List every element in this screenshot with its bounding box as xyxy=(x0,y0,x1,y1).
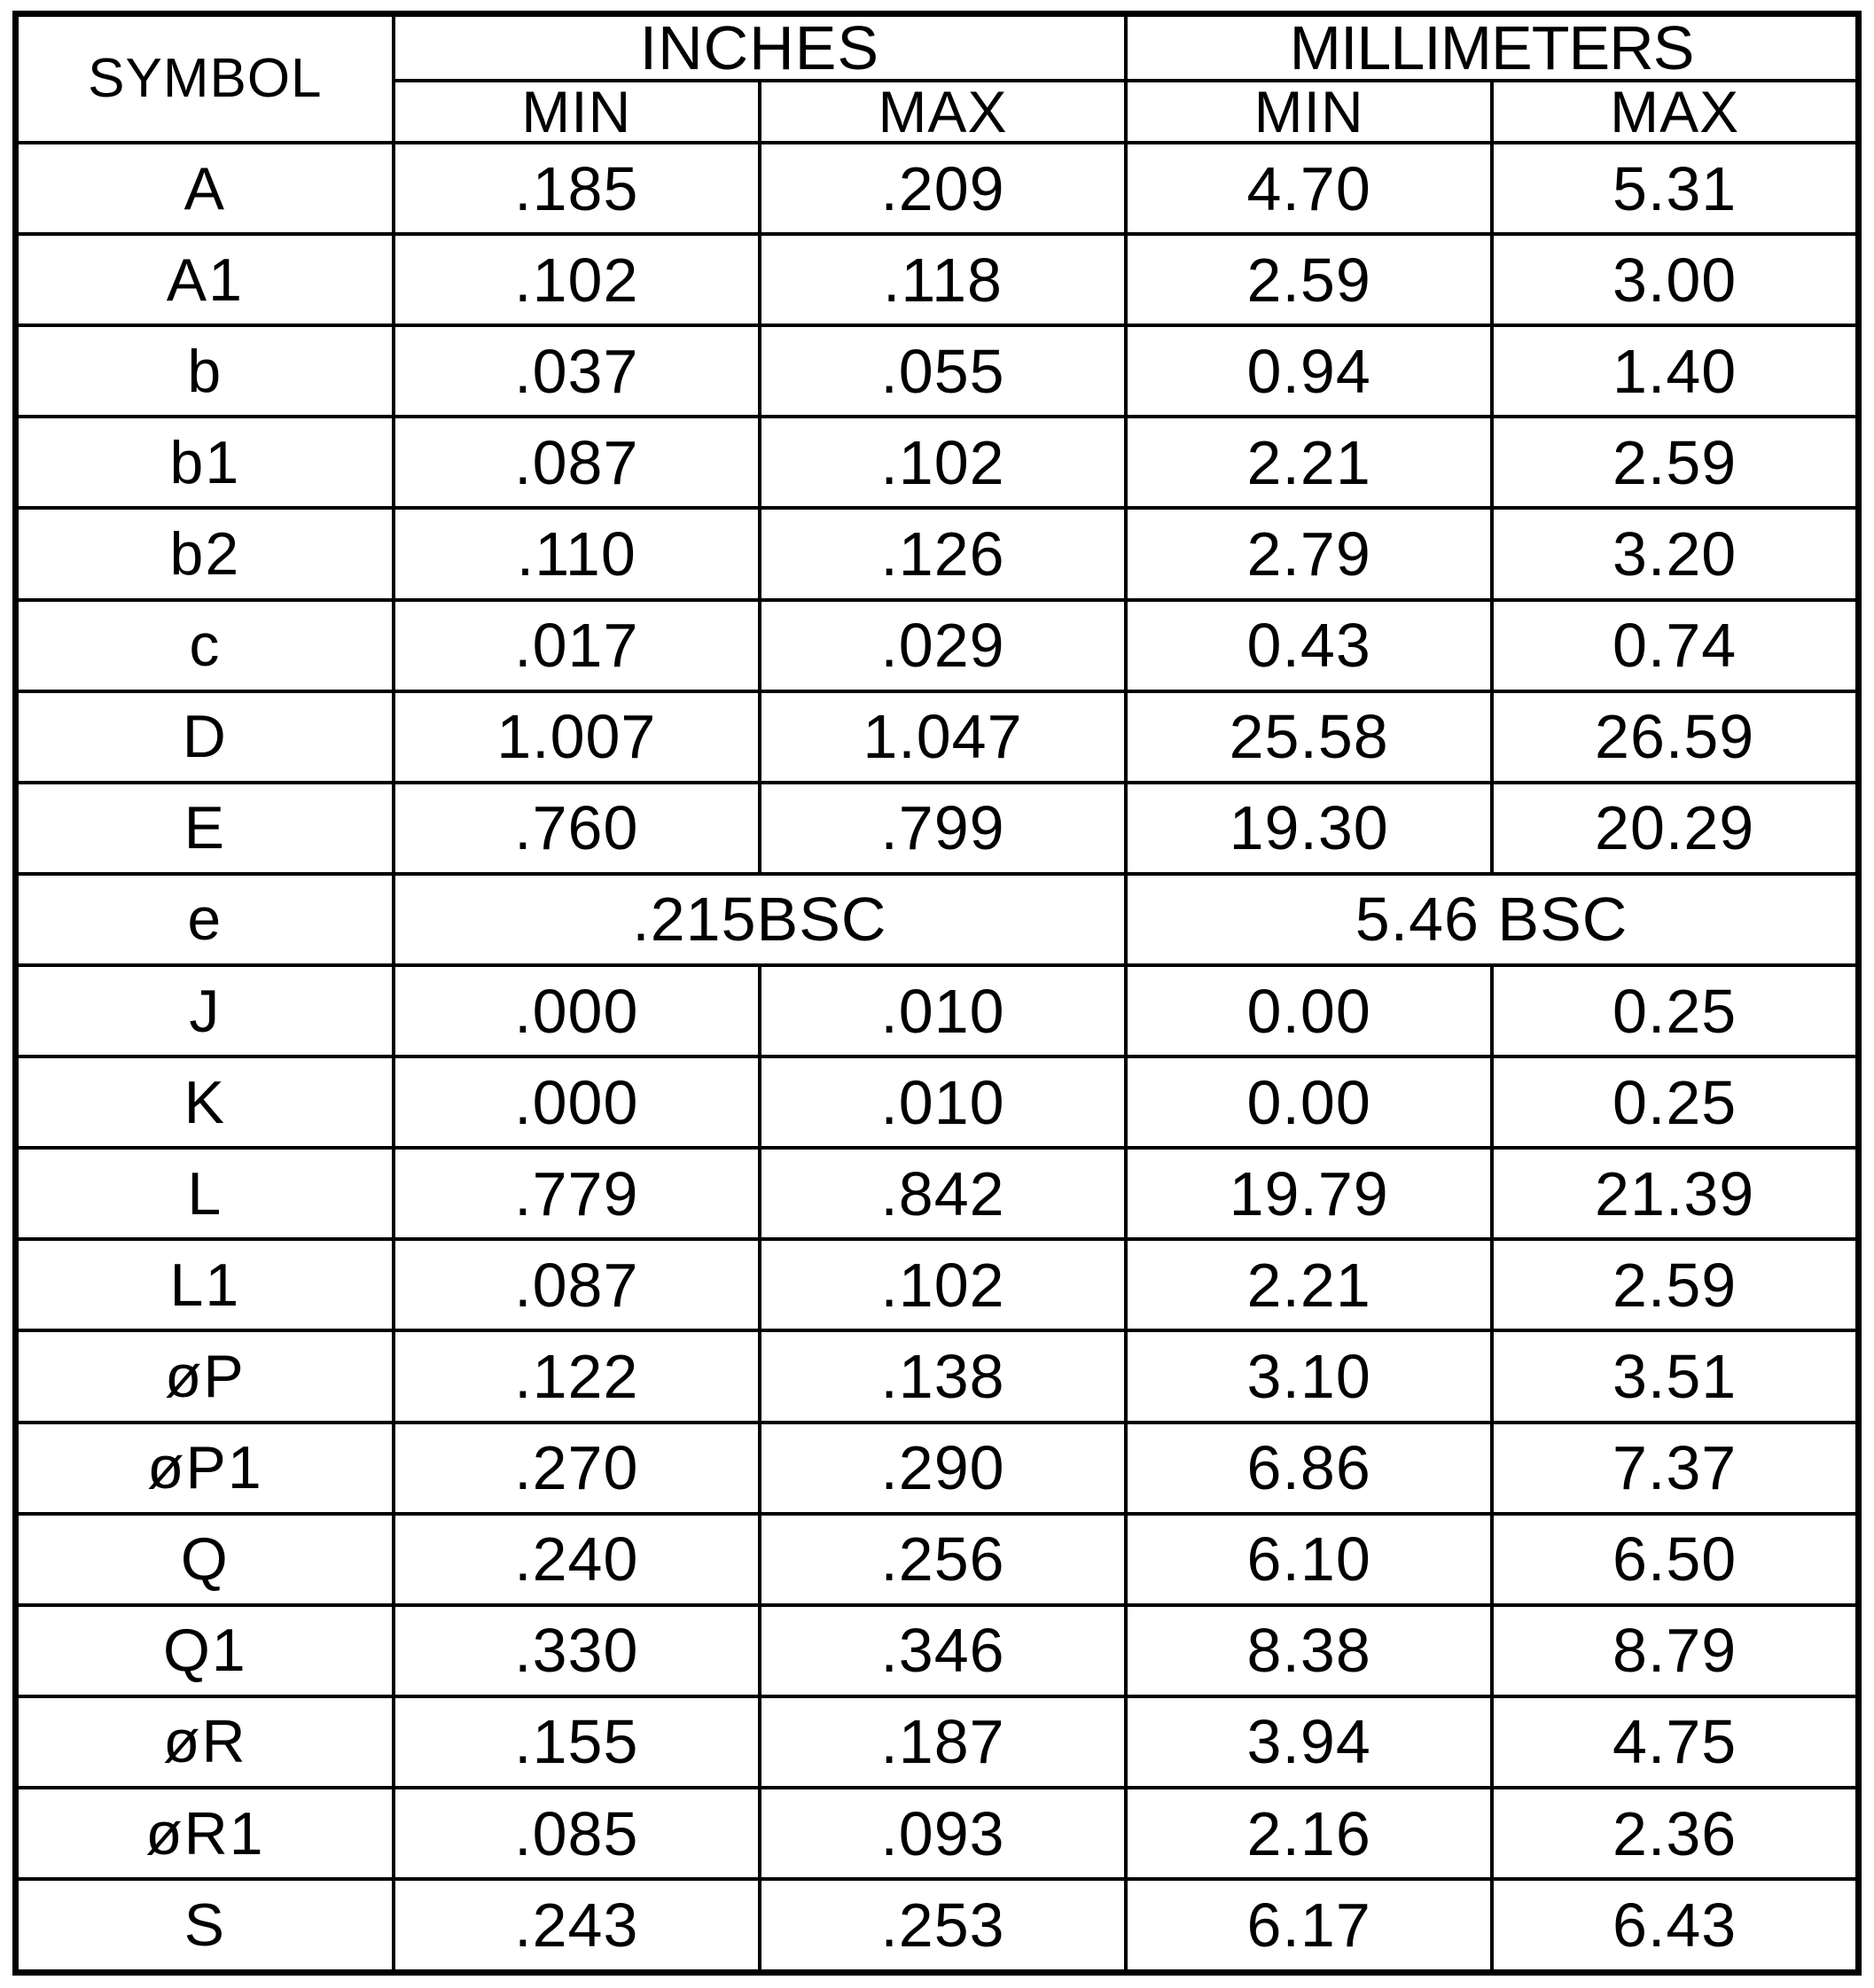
cell-inches-max: .290 xyxy=(760,1423,1126,1514)
cell-inches-max: .102 xyxy=(760,1239,1126,1330)
cell-mm-max: 4.75 xyxy=(1492,1696,1858,1788)
cell-inches-min: .155 xyxy=(394,1696,760,1788)
cell-mm-max: 2.59 xyxy=(1492,417,1858,508)
table-row xyxy=(16,1330,1859,1422)
table-row xyxy=(16,234,1859,325)
cell-inches-max: .187 xyxy=(760,1696,1126,1788)
cell-mm-max: 1.40 xyxy=(1492,325,1858,417)
cell-inches-min: .087 xyxy=(394,1239,760,1330)
cell-inches-max: .118 xyxy=(760,234,1126,325)
table-header xyxy=(16,14,1859,144)
cell-inches-min: .102 xyxy=(394,234,760,325)
cell-inches-max: .093 xyxy=(760,1788,1126,1879)
cell-mm-max: 3.00 xyxy=(1492,234,1858,325)
cell-inches-max: .842 xyxy=(760,1148,1126,1239)
header-symbol: SYMBOL xyxy=(16,14,394,144)
header-group-millimeters: MILLIMETERS xyxy=(1126,14,1858,82)
cell-mm-min: 3.10 xyxy=(1126,1330,1492,1422)
cell-mm-max: 0.25 xyxy=(1492,1056,1858,1148)
cell-inches-min: .760 xyxy=(394,783,760,874)
table-row xyxy=(16,1423,1859,1514)
table-row xyxy=(16,1514,1859,1605)
cell-inches-max: .102 xyxy=(760,417,1126,508)
table-row xyxy=(16,1239,1859,1330)
header-mm-min: MIN xyxy=(1126,81,1492,143)
cell-mm-span: 5.46 BSC xyxy=(1126,874,1858,965)
row-symbol: A xyxy=(16,143,394,234)
cell-inches-min: .000 xyxy=(394,965,760,1056)
header-group-inches: INCHES xyxy=(394,14,1126,82)
cell-mm-min: 19.30 xyxy=(1126,783,1492,874)
cell-mm-min: 8.38 xyxy=(1126,1605,1492,1696)
cell-inches-min: 1.007 xyxy=(394,691,760,783)
cell-mm-min: 2.16 xyxy=(1126,1788,1492,1879)
cell-inches-span: .215BSC xyxy=(394,874,1126,965)
table-row xyxy=(16,600,1859,691)
cell-mm-min: 0.00 xyxy=(1126,1056,1492,1148)
cell-mm-max: 6.43 xyxy=(1492,1879,1858,1972)
cell-mm-max: 6.50 xyxy=(1492,1514,1858,1605)
row-symbol: L xyxy=(16,1148,394,1239)
cell-inches-max: .138 xyxy=(760,1330,1126,1422)
table-row xyxy=(16,691,1859,783)
cell-mm-max: 5.31 xyxy=(1492,143,1858,234)
cell-inches-min: .779 xyxy=(394,1148,760,1239)
row-symbol: S xyxy=(16,1879,394,1972)
cell-mm-max: 2.36 xyxy=(1492,1788,1858,1879)
cell-inches-min: .122 xyxy=(394,1330,760,1422)
table-body xyxy=(16,143,1859,1973)
cell-inches-max: .799 xyxy=(760,783,1126,874)
header-mm-max: MAX xyxy=(1492,81,1858,143)
cell-mm-max: 8.79 xyxy=(1492,1605,1858,1696)
cell-mm-max: 0.74 xyxy=(1492,600,1858,691)
cell-mm-min: 3.94 xyxy=(1126,1696,1492,1788)
cell-inches-max: .126 xyxy=(760,508,1126,599)
cell-inches-max: .029 xyxy=(760,600,1126,691)
dimension-table xyxy=(12,11,1862,1976)
table-row xyxy=(16,417,1859,508)
cell-inches-max: .256 xyxy=(760,1514,1126,1605)
cell-mm-max: 2.59 xyxy=(1492,1239,1858,1330)
cell-inches-min: .000 xyxy=(394,1056,760,1148)
row-symbol: b2 xyxy=(16,508,394,599)
cell-inches-min: .330 xyxy=(394,1605,760,1696)
cell-mm-max: 0.25 xyxy=(1492,965,1858,1056)
row-symbol: J xyxy=(16,965,394,1056)
cell-mm-min: 2.79 xyxy=(1126,508,1492,599)
cell-inches-min: .017 xyxy=(394,600,760,691)
table-row xyxy=(16,1788,1859,1879)
cell-inches-min: .270 xyxy=(394,1423,760,1514)
cell-mm-min: 4.70 xyxy=(1126,143,1492,234)
header-inches-min: MIN xyxy=(394,81,760,143)
table-row xyxy=(16,783,1859,874)
row-symbol: øR xyxy=(16,1696,394,1788)
row-symbol: øP1 xyxy=(16,1423,394,1514)
cell-mm-min: 19.79 xyxy=(1126,1148,1492,1239)
row-symbol: e xyxy=(16,874,394,965)
table-row xyxy=(16,965,1859,1056)
cell-mm-min: 25.58 xyxy=(1126,691,1492,783)
cell-mm-min: 0.43 xyxy=(1126,600,1492,691)
cell-inches-max: .346 xyxy=(760,1605,1126,1696)
cell-inches-max: .010 xyxy=(760,965,1126,1056)
cell-mm-max: 7.37 xyxy=(1492,1423,1858,1514)
cell-mm-max: 20.29 xyxy=(1492,783,1858,874)
table-row xyxy=(16,874,1859,965)
table-row xyxy=(16,1879,1859,1972)
table-row xyxy=(16,325,1859,417)
cell-inches-max: .010 xyxy=(760,1056,1126,1148)
table-row xyxy=(16,1696,1859,1788)
row-symbol: Q xyxy=(16,1514,394,1605)
row-symbol: A1 xyxy=(16,234,394,325)
cell-mm-min: 6.17 xyxy=(1126,1879,1492,1972)
table-row xyxy=(16,143,1859,234)
row-symbol: K xyxy=(16,1056,394,1148)
row-symbol: c xyxy=(16,600,394,691)
cell-inches-max: 1.047 xyxy=(760,691,1126,783)
row-symbol: D xyxy=(16,691,394,783)
cell-inches-max: .055 xyxy=(760,325,1126,417)
cell-mm-max: 3.51 xyxy=(1492,1330,1858,1422)
cell-inches-min: .085 xyxy=(394,1788,760,1879)
cell-mm-max: 3.20 xyxy=(1492,508,1858,599)
cell-inches-min: .243 xyxy=(394,1879,760,1972)
row-symbol: øR1 xyxy=(16,1788,394,1879)
cell-inches-max: .209 xyxy=(760,143,1126,234)
header-inches-max: MAX xyxy=(760,81,1126,143)
cell-inches-min: .240 xyxy=(394,1514,760,1605)
cell-mm-max: 21.39 xyxy=(1492,1148,1858,1239)
cell-mm-min: 0.94 xyxy=(1126,325,1492,417)
row-symbol: Q1 xyxy=(16,1605,394,1696)
cell-mm-min: 6.10 xyxy=(1126,1514,1492,1605)
row-symbol: E xyxy=(16,783,394,874)
cell-mm-min: 2.21 xyxy=(1126,1239,1492,1330)
cell-mm-min: 2.59 xyxy=(1126,234,1492,325)
table-row xyxy=(16,1605,1859,1696)
cell-mm-min: 6.86 xyxy=(1126,1423,1492,1514)
cell-mm-min: 0.00 xyxy=(1126,965,1492,1056)
cell-inches-max: .253 xyxy=(760,1879,1126,1972)
row-symbol: L1 xyxy=(16,1239,394,1330)
table-row xyxy=(16,1056,1859,1148)
header-row-groups xyxy=(16,14,1859,82)
row-symbol: b1 xyxy=(16,417,394,508)
row-symbol: øP xyxy=(16,1330,394,1422)
cell-inches-min: .037 xyxy=(394,325,760,417)
cell-mm-max: 26.59 xyxy=(1492,691,1858,783)
cell-inches-min: .185 xyxy=(394,143,760,234)
cell-inches-min: .087 xyxy=(394,417,760,508)
cell-mm-min: 2.21 xyxy=(1126,417,1492,508)
cell-inches-min: .110 xyxy=(394,508,760,599)
table-row xyxy=(16,1148,1859,1239)
table-row xyxy=(16,508,1859,599)
row-symbol: b xyxy=(16,325,394,417)
